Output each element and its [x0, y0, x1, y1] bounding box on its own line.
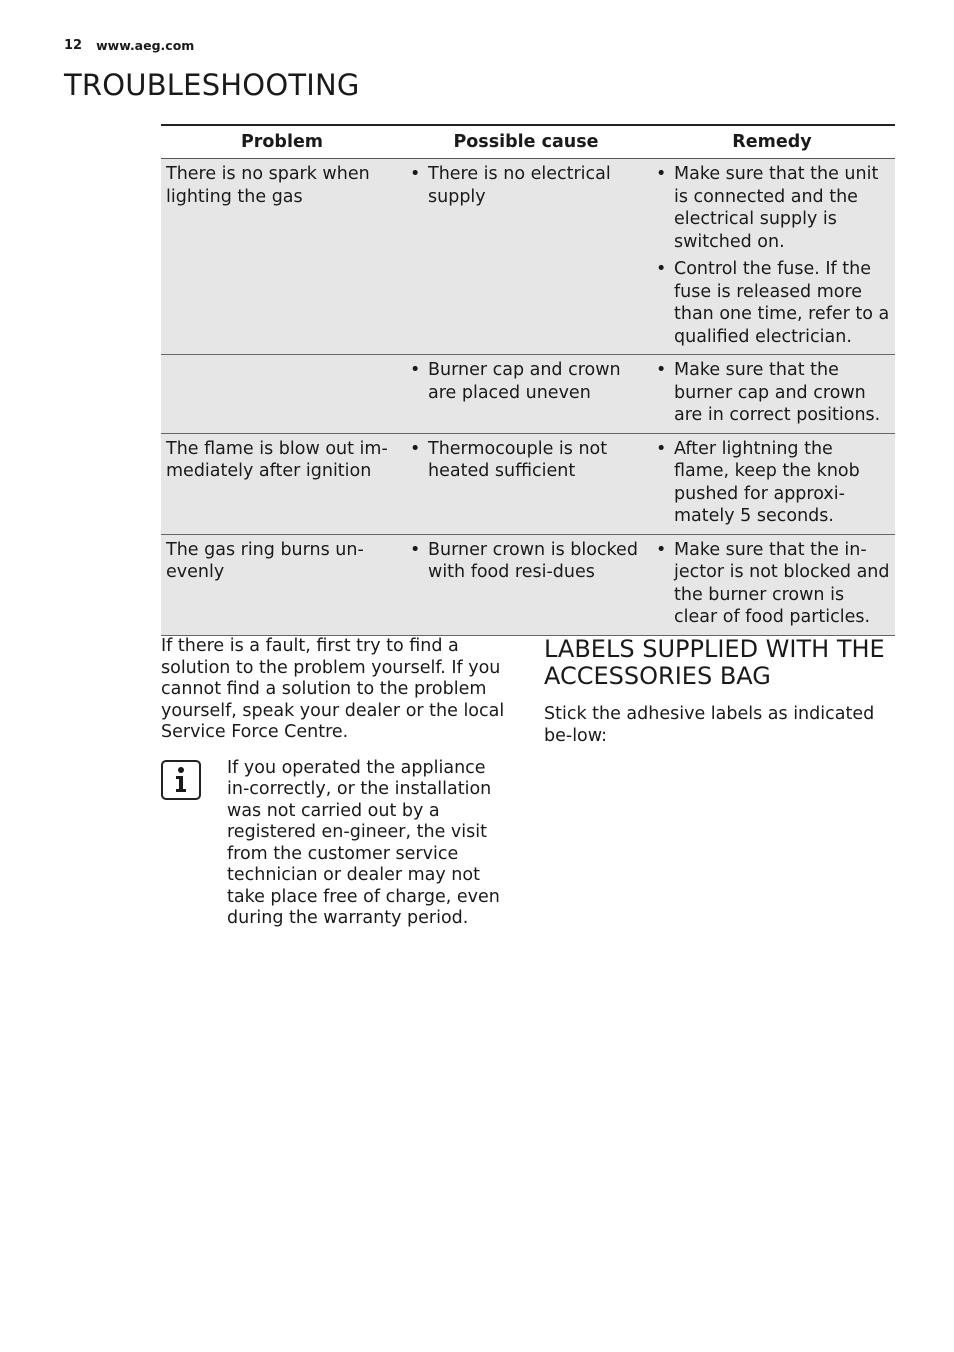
remedy-item: • Control the fuse. If the fuse is released more than one time, refer to a qualified electrician. — [654, 258, 890, 348]
cause-cell — [403, 355, 649, 434]
website-url: www.aeg.com — [96, 38, 195, 53]
header-possible-cause: Possible cause — [403, 125, 649, 159]
fault-paragraph: If there is a fault, first try to find a solution to the problem yourself. If you cannot find a solution to the problem yourself, speak your dealer or the local Service Force Centre. — [161, 636, 505, 742]
header-remedy: Remedy — [649, 125, 895, 159]
remedy-cell — [649, 159, 895, 355]
info-icon — [161, 760, 201, 800]
labels-section — [544, 636, 896, 747]
problem-cell — [161, 355, 403, 434]
problem-cell: The flame is blow out im-mediately after ignition — [161, 433, 403, 534]
table-row — [161, 534, 895, 635]
cause-cell — [403, 534, 649, 635]
cause-cell — [403, 433, 649, 534]
page-title: TROUBLESHOOTING — [64, 68, 360, 102]
page-number: 12 — [64, 38, 83, 53]
fault-section — [161, 636, 513, 930]
remedy-cell — [649, 355, 895, 434]
table-row — [161, 159, 895, 355]
problem-cell: There is no spark when lighting the gas — [161, 159, 403, 355]
cause-item: • Thermocouple is not heated sufficient — [408, 438, 644, 483]
remedy-item: • Make sure that the unit is connected and the electrical supply is switched on. — [654, 163, 890, 253]
remedy-cell — [649, 534, 895, 635]
troubleshooting-table — [161, 124, 895, 636]
remedy-item: • Make sure that the in-jector is not blocked and the burner crown is clear of food particles. — [654, 539, 890, 629]
remedy-item: • Make sure that the burner cap and crown are in correct positions. — [654, 359, 890, 427]
table-row — [161, 433, 895, 534]
info-note-text: If you operated the appliance in-correctly, or the installation was not carried out by a registered en-gineer, the visit from the customer service technician or dealer may not take place free of charge, even during the warranty period. — [227, 757, 500, 928]
page-header — [64, 38, 194, 53]
labels-heading: LABELS SUPPLIED WITH THE ACCESSORIES BAG — [544, 635, 885, 690]
remedy-item: • After lightning the flame, keep the knob pushed for approxi-mately 5 seconds. — [654, 438, 890, 528]
cause-cell — [403, 159, 649, 355]
info-note — [161, 758, 513, 930]
table-header-row — [161, 125, 895, 159]
remedy-cell — [649, 433, 895, 534]
table-row — [161, 355, 895, 434]
header-problem: Problem — [161, 125, 403, 159]
cause-item: • There is no electrical supply — [408, 163, 644, 208]
cause-item: • Burner crown is blocked with food resi-dues — [408, 539, 644, 584]
cause-item: • Burner cap and crown are placed uneven — [408, 359, 644, 404]
labels-paragraph: Stick the adhesive labels as indicated be-low: — [544, 704, 875, 746]
problem-cell: The gas ring burns un-evenly — [161, 534, 403, 635]
